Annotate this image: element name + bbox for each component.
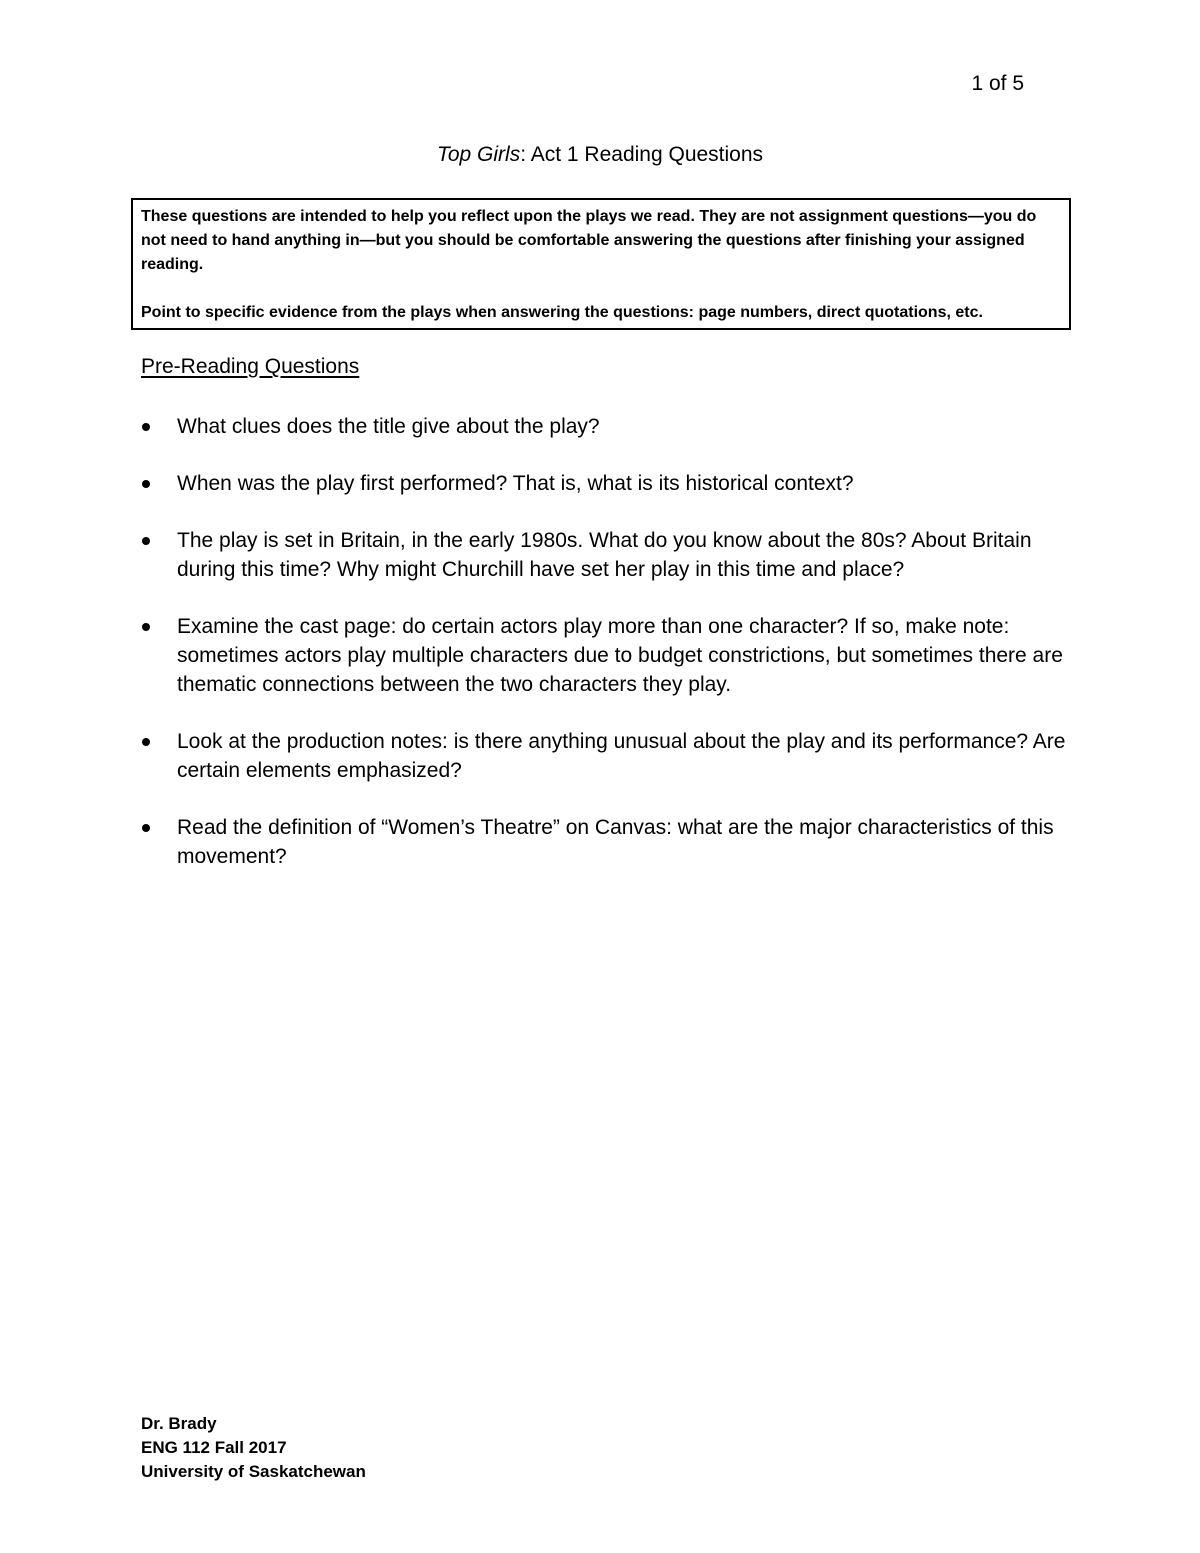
question-list (141, 412, 1071, 899)
list-item (141, 526, 1071, 584)
question-text: What clues does the title give about the play? (177, 415, 600, 438)
footer-instructor: Dr. Brady (141, 1414, 217, 1433)
list-item (141, 612, 1071, 699)
bullet-icon (142, 623, 150, 631)
footer-course: ENG 112 Fall 2017 (141, 1438, 287, 1457)
list-item (141, 813, 1071, 871)
list-item (141, 727, 1071, 785)
footer (141, 1412, 366, 1484)
question-text: The play is set in Britain, in the early 1980s. What do you know about the 80s? About Britain during this time? Why might Churchill have set her play in this time and place? (177, 529, 1032, 581)
page-number: 1 of 5 (971, 72, 1024, 95)
bullet-icon (142, 738, 150, 746)
bullet-icon (142, 480, 150, 488)
play-title: Top Girls (436, 143, 521, 166)
evidence-instruction: Point to specific evidence from the plays when answering the questions: page numbers, direct quotations, etc. (141, 304, 983, 321)
section-heading: Pre-Reading Questions (141, 355, 360, 378)
question-text: Read the definition of “Women’s Theatre” on Canvas: what are the major characteristics of this movement? (177, 816, 1054, 868)
instruction-paragraph: These questions are intended to help you reflect upon the plays we read. They are not assignment questions—you do not need to hand anything in—but you should be comfortable answering the questions after finishing your assigned reading. (141, 208, 1037, 273)
list-item (141, 469, 1071, 498)
question-text: Examine the cast page: do certain actors play more than one character? If so, make note: sometimes actors play multiple characters due to budget constrictions, but sometimes there are thematic connections between the two characters they play. (177, 615, 1063, 696)
question-text: When was the play first performed? That is, what is its historical context? (177, 472, 854, 495)
bullet-icon (142, 537, 150, 545)
question-text: Look at the production notes: is there anything unusual about the play and its performance? Are certain elements emphasized? (177, 730, 1066, 782)
instruction-box (131, 198, 1071, 330)
list-item (141, 412, 1071, 441)
title-rest: : Act 1 Reading Questions (520, 143, 764, 166)
footer-university: University of Saskatchewan (141, 1462, 366, 1481)
bullet-icon (142, 824, 150, 832)
bullet-icon (142, 423, 150, 431)
document-title (0, 143, 1200, 167)
